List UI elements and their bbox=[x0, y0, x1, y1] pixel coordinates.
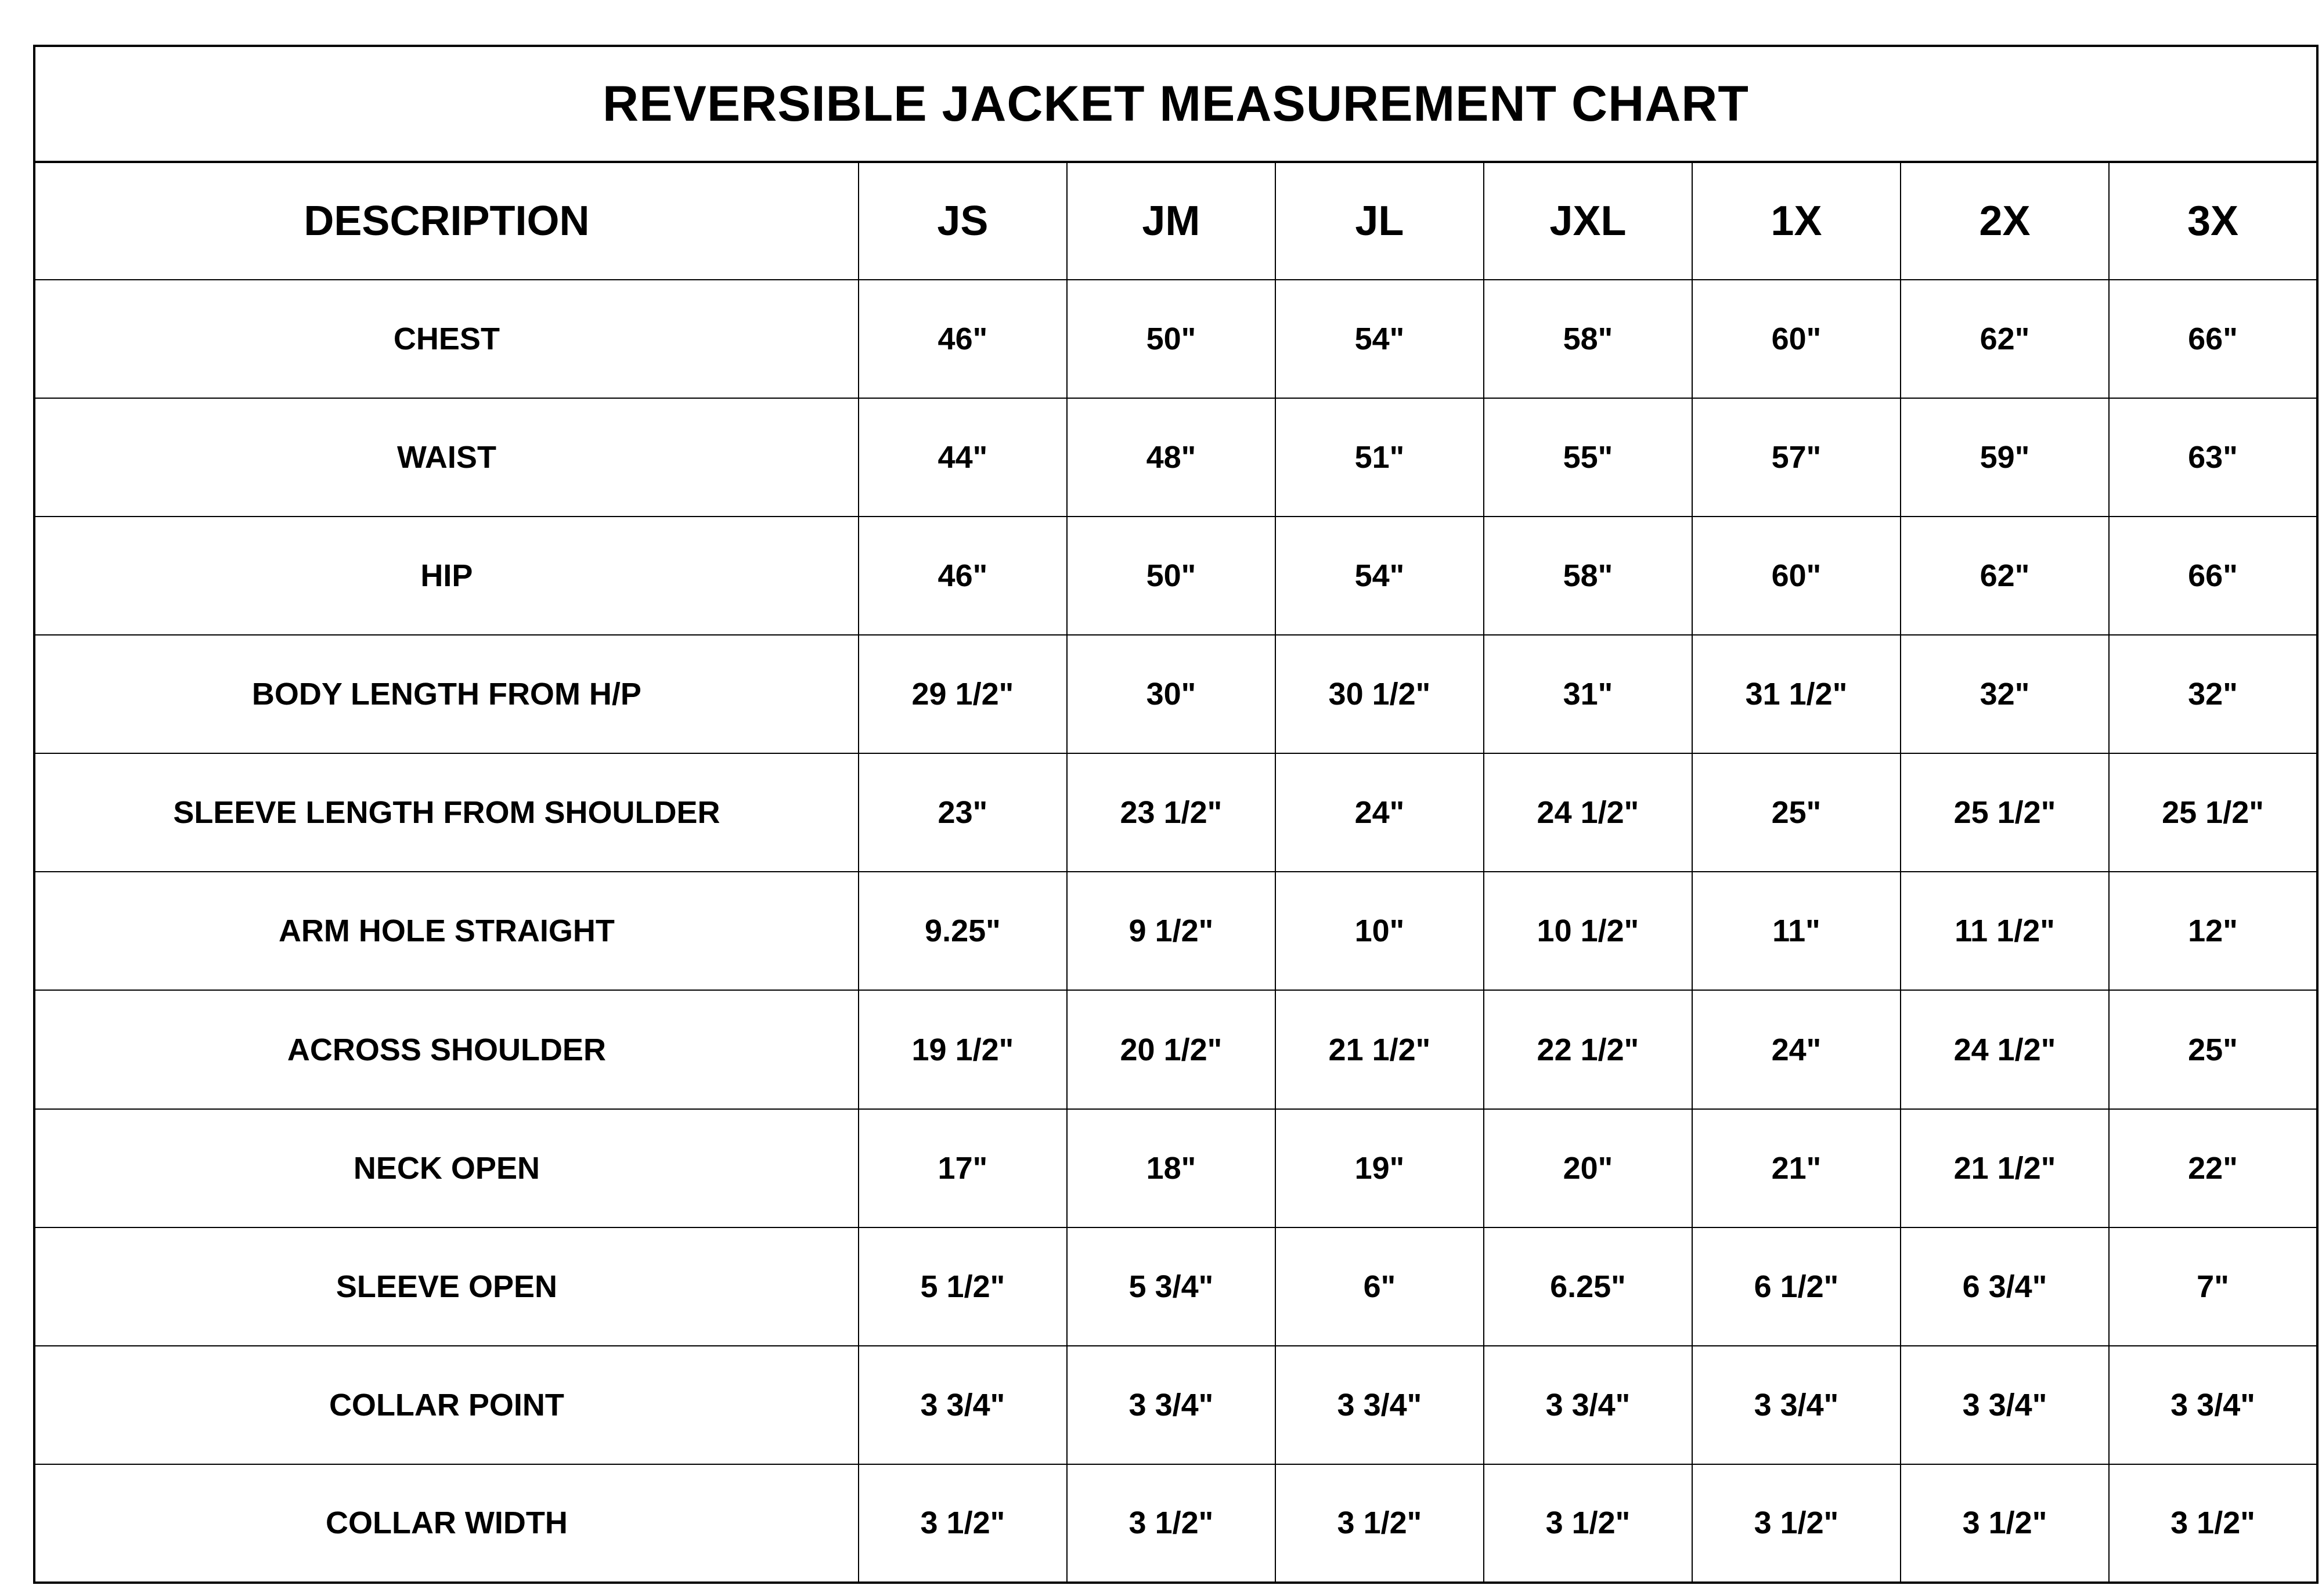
measurement-cell: 3 3/4" bbox=[1275, 1346, 1484, 1464]
measurement-cell: 58" bbox=[1484, 517, 1692, 635]
measurement-cell: 44" bbox=[859, 398, 1067, 517]
measurement-cell: 7" bbox=[2109, 1227, 2317, 1346]
column-header-3x: 3X bbox=[2109, 162, 2317, 280]
measurement-cell: 62" bbox=[1901, 280, 2109, 398]
row-label-across-shoulder: ACROSS SHOULDER bbox=[34, 990, 859, 1108]
measurement-cell: 10" bbox=[1275, 872, 1484, 990]
measurement-cell: 3 1/2" bbox=[1067, 1464, 1275, 1583]
measurement-cell: 20 1/2" bbox=[1067, 990, 1275, 1108]
header-row bbox=[34, 162, 2317, 280]
chart-title: REVERSIBLE JACKET MEASUREMENT CHART bbox=[34, 46, 2317, 162]
measurement-cell: 46" bbox=[859, 517, 1067, 635]
column-header-js: JS bbox=[859, 162, 1067, 280]
measurement-cell: 3 1/2" bbox=[1692, 1464, 1901, 1583]
measurement-cell: 50" bbox=[1067, 280, 1275, 398]
column-header-jxl: JXL bbox=[1484, 162, 1692, 280]
table-row-across-shoulder bbox=[34, 990, 2317, 1108]
measurement-cell: 30" bbox=[1067, 635, 1275, 753]
row-label-sleeve-open: SLEEVE OPEN bbox=[34, 1227, 859, 1346]
measurement-cell: 51" bbox=[1275, 398, 1484, 517]
measurement-cell: 9.25" bbox=[859, 872, 1067, 990]
measurement-cell: 32" bbox=[1901, 635, 2109, 753]
measurement-cell: 55" bbox=[1484, 398, 1692, 517]
measurement-cell: 21 1/2" bbox=[1275, 990, 1484, 1108]
row-label-neck-open: NECK OPEN bbox=[34, 1109, 859, 1227]
column-header-jl: JL bbox=[1275, 162, 1484, 280]
measurement-cell: 5 1/2" bbox=[859, 1227, 1067, 1346]
measurement-cell: 18" bbox=[1067, 1109, 1275, 1227]
measurement-cell: 3 1/2" bbox=[859, 1464, 1067, 1583]
measurement-cell: 23 1/2" bbox=[1067, 753, 1275, 872]
measurement-cell: 22" bbox=[2109, 1109, 2317, 1227]
row-label-collar-width: COLLAR WIDTH bbox=[34, 1464, 859, 1583]
measurement-cell: 3 3/4" bbox=[1692, 1346, 1901, 1464]
table-row-collar-width bbox=[34, 1464, 2317, 1583]
measurement-cell: 57" bbox=[1692, 398, 1901, 517]
measurement-cell: 10 1/2" bbox=[1484, 872, 1692, 990]
row-label-hip: HIP bbox=[34, 517, 859, 635]
measurement-cell: 24" bbox=[1692, 990, 1901, 1108]
measurement-cell: 17" bbox=[859, 1109, 1067, 1227]
measurement-cell: 30 1/2" bbox=[1275, 635, 1484, 753]
measurement-chart-table bbox=[33, 45, 2319, 1584]
row-label-body-length-from-h-p: BODY LENGTH FROM H/P bbox=[34, 635, 859, 753]
measurement-cell: 11 1/2" bbox=[1901, 872, 2109, 990]
measurement-cell: 32" bbox=[2109, 635, 2317, 753]
measurement-cell: 6 1/2" bbox=[1692, 1227, 1901, 1346]
measurement-cell: 29 1/2" bbox=[859, 635, 1067, 753]
measurement-cell: 54" bbox=[1275, 517, 1484, 635]
row-label-collar-point: COLLAR POINT bbox=[34, 1346, 859, 1464]
measurement-cell: 12" bbox=[2109, 872, 2317, 990]
measurement-cell: 3 1/2" bbox=[1901, 1464, 2109, 1583]
measurement-cell: 19" bbox=[1275, 1109, 1484, 1227]
row-label-arm-hole-straight: ARM HOLE STRAIGHT bbox=[34, 872, 859, 990]
measurement-cell: 48" bbox=[1067, 398, 1275, 517]
measurement-cell: 20" bbox=[1484, 1109, 1692, 1227]
measurement-cell: 50" bbox=[1067, 517, 1275, 635]
row-label-sleeve-length-from-shoulder: SLEEVE LENGTH FROM SHOULDER bbox=[34, 753, 859, 872]
measurement-cell: 46" bbox=[859, 280, 1067, 398]
measurement-cell: 9 1/2" bbox=[1067, 872, 1275, 990]
table-row-chest bbox=[34, 280, 2317, 398]
row-label-waist: WAIST bbox=[34, 398, 859, 517]
measurement-cell: 63" bbox=[2109, 398, 2317, 517]
measurement-cell: 22 1/2" bbox=[1484, 990, 1692, 1108]
measurement-cell: 23" bbox=[859, 753, 1067, 872]
measurement-cell: 6.25" bbox=[1484, 1227, 1692, 1346]
measurement-cell: 3 3/4" bbox=[2109, 1346, 2317, 1464]
measurement-cell: 31" bbox=[1484, 635, 1692, 753]
column-header-description: DESCRIPTION bbox=[34, 162, 859, 280]
measurement-cell: 3 3/4" bbox=[1484, 1346, 1692, 1464]
measurement-cell: 25 1/2" bbox=[1901, 753, 2109, 872]
table-row-collar-point bbox=[34, 1346, 2317, 1464]
measurement-cell: 6" bbox=[1275, 1227, 1484, 1346]
table-row-neck-open bbox=[34, 1109, 2317, 1227]
column-header-1x: 1X bbox=[1692, 162, 1901, 280]
measurement-cell: 6 3/4" bbox=[1901, 1227, 2109, 1346]
measurement-cell: 3 3/4" bbox=[1067, 1346, 1275, 1464]
measurement-cell: 54" bbox=[1275, 280, 1484, 398]
measurement-cell: 3 1/2" bbox=[1484, 1464, 1692, 1583]
measurement-cell: 58" bbox=[1484, 280, 1692, 398]
table-row-arm-hole-straight bbox=[34, 872, 2317, 990]
measurement-cell: 25" bbox=[2109, 990, 2317, 1108]
measurement-cell: 60" bbox=[1692, 280, 1901, 398]
table-row-hip bbox=[34, 517, 2317, 635]
measurement-cell: 11" bbox=[1692, 872, 1901, 990]
measurement-cell: 3 3/4" bbox=[1901, 1346, 2109, 1464]
title-row bbox=[34, 46, 2317, 162]
measurement-cell: 3 1/2" bbox=[2109, 1464, 2317, 1583]
measurement-cell: 24 1/2" bbox=[1484, 753, 1692, 872]
measurement-cell: 66" bbox=[2109, 517, 2317, 635]
measurement-cell: 24" bbox=[1275, 753, 1484, 872]
row-label-chest: CHEST bbox=[34, 280, 859, 398]
measurement-cell: 21 1/2" bbox=[1901, 1109, 2109, 1227]
measurement-cell: 19 1/2" bbox=[859, 990, 1067, 1108]
table-row-waist bbox=[34, 398, 2317, 517]
table-row-sleeve-length-from-shoulder bbox=[34, 753, 2317, 872]
table-row-body-length-from-h-p bbox=[34, 635, 2317, 753]
measurement-cell: 3 1/2" bbox=[1275, 1464, 1484, 1583]
measurement-cell: 60" bbox=[1692, 517, 1901, 635]
measurement-cell: 3 3/4" bbox=[859, 1346, 1067, 1464]
measurement-cell: 66" bbox=[2109, 280, 2317, 398]
measurement-cell: 21" bbox=[1692, 1109, 1901, 1227]
table-row-sleeve-open bbox=[34, 1227, 2317, 1346]
measurement-cell: 62" bbox=[1901, 517, 2109, 635]
column-header-2x: 2X bbox=[1901, 162, 2109, 280]
column-header-jm: JM bbox=[1067, 162, 1275, 280]
measurement-cell: 24 1/2" bbox=[1901, 990, 2109, 1108]
measurement-cell: 25 1/2" bbox=[2109, 753, 2317, 872]
measurement-cell: 5 3/4" bbox=[1067, 1227, 1275, 1346]
measurement-cell: 31 1/2" bbox=[1692, 635, 1901, 753]
measurement-cell: 25" bbox=[1692, 753, 1901, 872]
measurement-cell: 59" bbox=[1901, 398, 2109, 517]
